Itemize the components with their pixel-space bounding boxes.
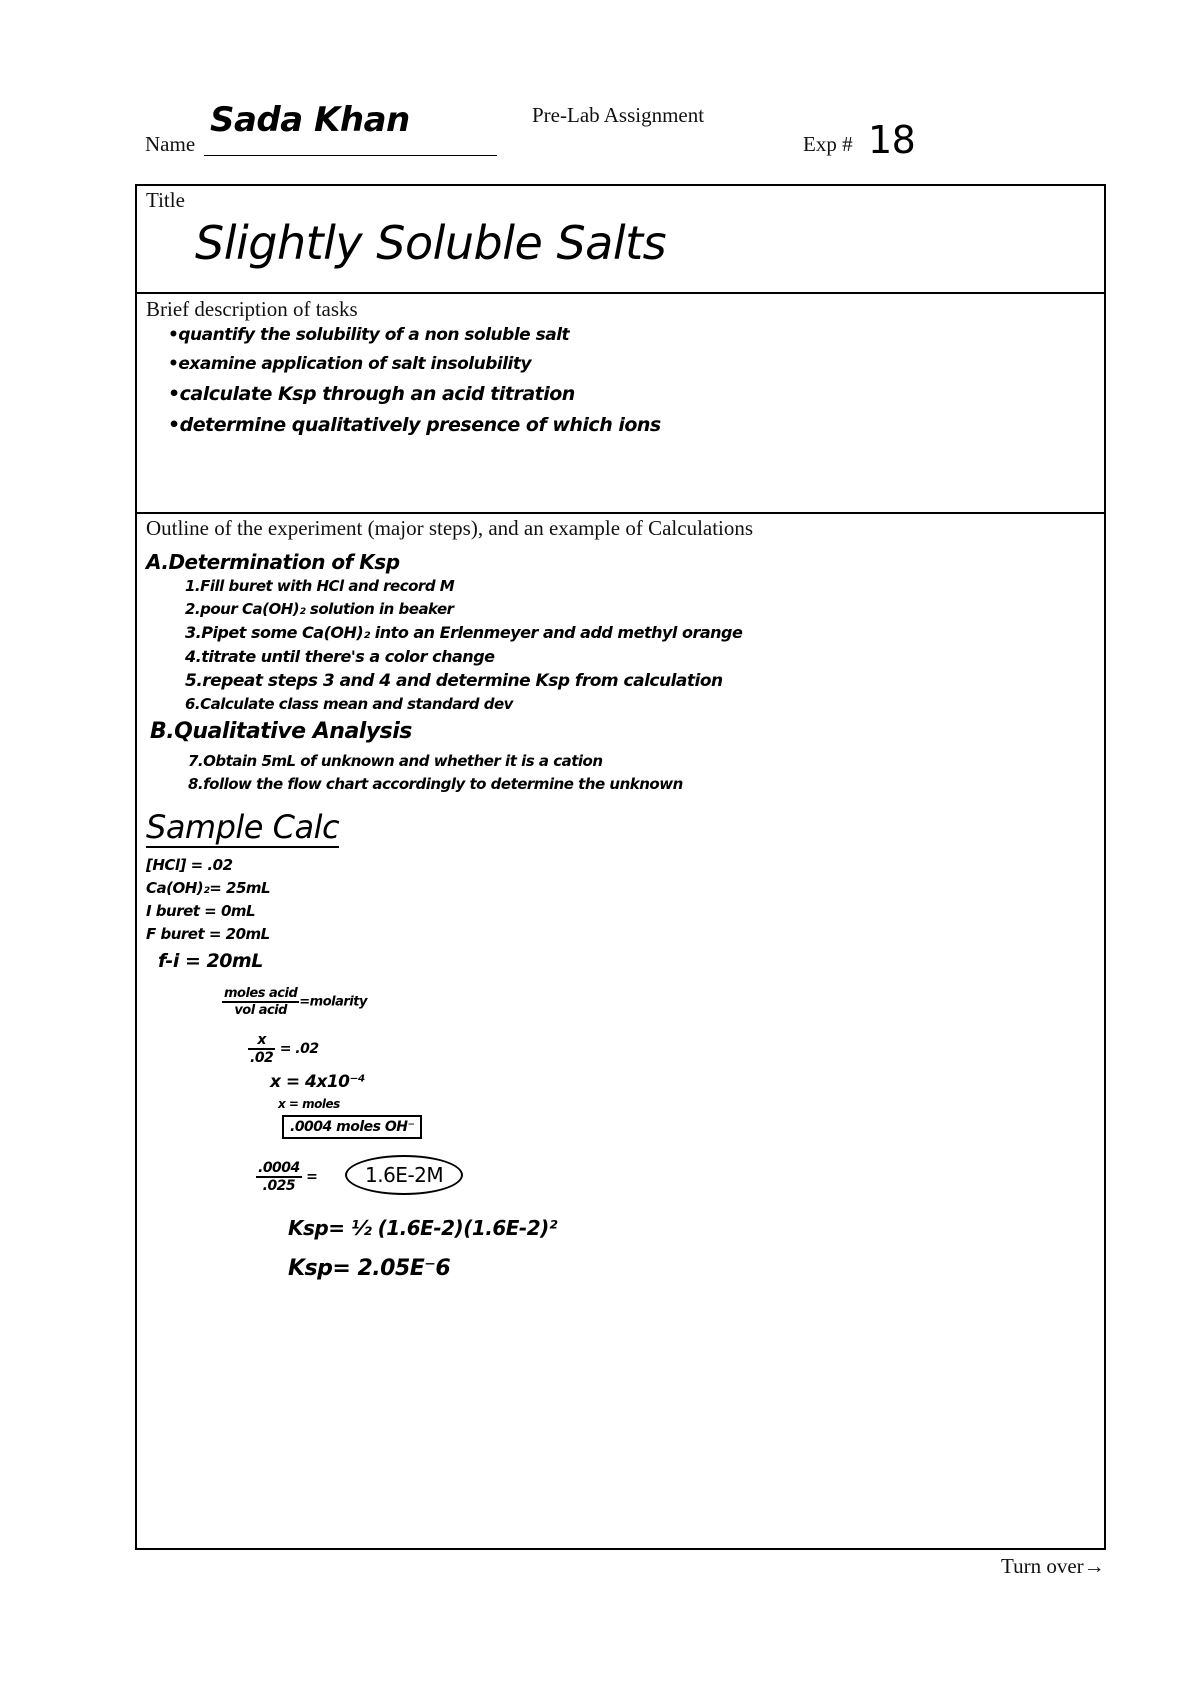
given-item: [HCl] = .02 [146,856,233,874]
step-item: 7.Obtain 5mL of unknown and whether it is a cation [188,752,603,770]
task-item: •determine qualitatively presence of which ions [168,414,661,436]
name-underline [204,155,497,156]
outline-label: Outline of the experiment (major steps), and an example of Calculations [146,516,754,540]
ksp-expression: Ksp= ½ (1.6E-2)(1.6E-2)² [288,1216,558,1240]
formula-molarity: $\frac{\text{moles acid}}{\text{vol acid}}$ =molarity [224,986,367,1018]
student-name: Sada Khan [210,100,410,140]
step-item: 6.Calculate class mean and standard dev [185,695,513,713]
task-item: •calculate Ksp through an acid titration [168,383,575,405]
task-item: •examine application of salt insolubility [168,354,532,374]
calc-step-1: $\frac{x}{.02}$ = .02 [250,1032,319,1066]
step-item: 5.repeat steps 3 and 4 and determine Ksp from calculation [185,671,723,691]
circled-molarity-result: 1.6E-2M [345,1155,463,1195]
divider-title [135,292,1106,294]
name-label: Name [145,132,196,156]
tasks-label: Brief description of tasks [146,297,358,321]
exp-number: 18 [868,118,916,162]
calc-step-4: $\frac{.0004}{.025}$ = [258,1160,318,1194]
given-item: f-i = 20mL [158,950,263,972]
given-item: Ca(OH)₂= 25mL [146,879,271,897]
turn-over-note: Turn over→ [1001,1554,1105,1578]
title-label: Title [146,188,185,212]
sample-calc-heading: Sample Calc [146,808,340,846]
calc-step-2: x = 4x10⁻⁴ [270,1072,365,1092]
step-item: 3.Pipet some Ca(OH)₂ into an Erlenmeyer and add methyl orange [185,623,743,642]
assignment-title: Pre-Lab Assignment [532,103,705,127]
calc-step-3: x = moles [278,1097,340,1111]
exp-label: Exp # [803,132,853,156]
step-item: 8.follow the flow chart accordingly to determine the unknown [188,775,683,793]
step-item: 2.pour Ca(OH)₂ solution in beaker [185,600,454,618]
divider-tasks [135,512,1106,514]
task-item: •quantify the solubility of a non soluble salt [168,325,570,345]
step-item: 1.Fill buret with HCl and record M [185,577,455,595]
part-b-heading: B.Qualitative Analysis [150,719,412,744]
ksp-result: Ksp= 2.05E⁻6 [288,1256,451,1281]
given-item: F buret = 20mL [146,925,270,943]
experiment-title: Slightly Soluble Salts [195,216,667,270]
boxed-moles-result: .0004 moles OH⁻ [282,1115,422,1139]
given-item: I buret = 0mL [146,902,256,920]
step-item: 4.titrate until there's a color change [185,647,495,666]
part-a-heading: A.Determination of Ksp [146,550,400,574]
